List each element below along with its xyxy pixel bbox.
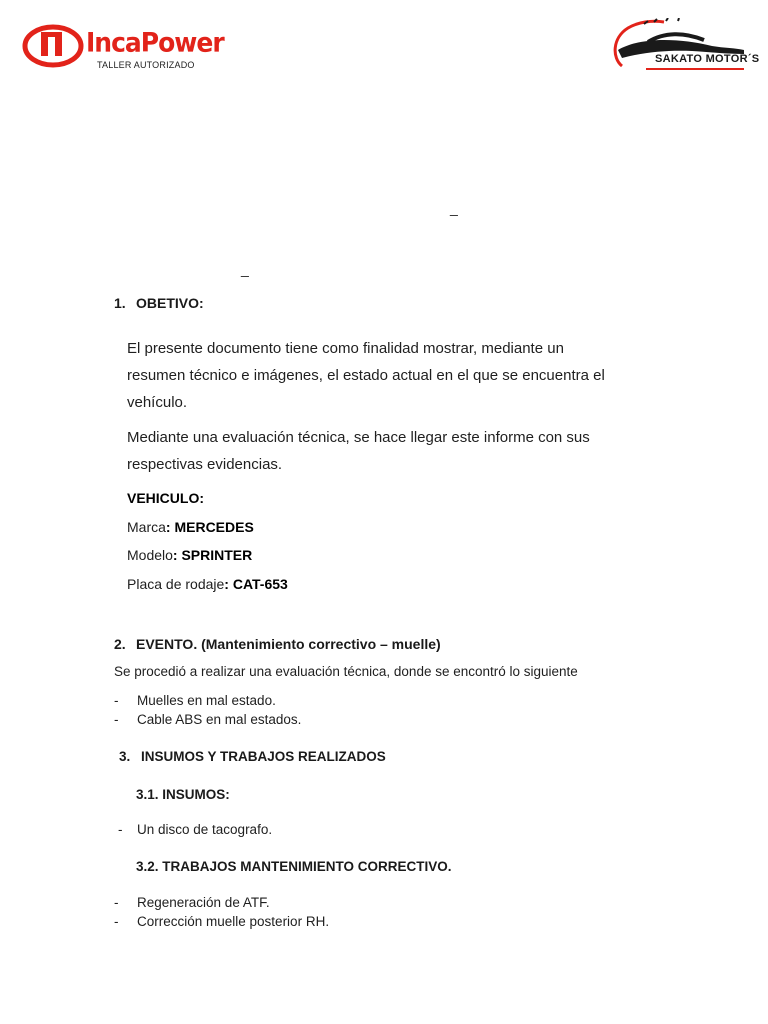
- event-intro: Se procedió a realizar una evaluación técnica, donde se encontró lo siguiente: [114, 664, 578, 679]
- list-item: - Un disco de tacografo.: [118, 822, 273, 837]
- field-label: Modelo: [127, 547, 173, 563]
- list-item: - Cable ABS en mal estados.: [114, 712, 302, 727]
- vehicle-heading: VEHICULO:: [127, 490, 204, 506]
- section-number: 3.: [119, 749, 131, 764]
- paragraph-line: vehículo.: [127, 394, 188, 411]
- objective-paragraph: [127, 335, 707, 416]
- section-title: INSUMOS Y TRABAJOS REALIZADOS: [141, 749, 386, 764]
- evaluation-paragraph: [127, 424, 707, 478]
- sakato-underline: [646, 68, 744, 70]
- section-1-heading: [114, 295, 204, 311]
- section-title: EVENTO. (Mantenimiento correctivo – muelle): [136, 636, 441, 652]
- subsection-3-2-heading: 3.2. TRABAJOS MANTENIMIENTO CORRECTIVO.: [136, 859, 452, 874]
- bullet: -: [114, 712, 119, 727]
- sakato-motors-logo: [608, 18, 760, 78]
- section-number: 2.: [114, 636, 126, 652]
- incapower-emblem-icon: [22, 24, 84, 68]
- bullet: -: [114, 693, 119, 708]
- field-value: : MERCEDES: [165, 519, 254, 535]
- car-silhouette-icon: [608, 18, 748, 74]
- bullet: -: [114, 895, 119, 910]
- paragraph-line: El presente documento tiene como finalidad mostrar, mediante un: [127, 340, 564, 357]
- bullet: -: [114, 914, 119, 929]
- paragraph-line: resumen técnico e imágenes, el estado actual en el que se encuentra el: [127, 367, 605, 384]
- field-value: : SPRINTER: [172, 547, 253, 563]
- subsection-3-1-heading: 3.1. INSUMOS:: [136, 787, 230, 802]
- paragraph-line: respectivas evidencias.: [127, 456, 283, 473]
- dash-mark: _: [241, 261, 249, 277]
- bullet: -: [118, 822, 123, 837]
- paragraph-line: Mediante una evaluación técnica, se hace llegar este informe con sus: [127, 429, 590, 446]
- section-number: 1.: [114, 295, 126, 311]
- dash-mark: _: [450, 200, 458, 216]
- section-2-heading: [114, 636, 441, 652]
- incapower-brand-text: IncaPower: [86, 27, 224, 58]
- section-3-heading: [119, 749, 386, 764]
- vehicle-marca: [127, 519, 254, 535]
- incapower-logo: [22, 22, 222, 74]
- list-item: - Regeneración de ATF.: [114, 895, 270, 910]
- field-label: Marca: [127, 519, 166, 535]
- vehicle-placa: [127, 576, 288, 592]
- section-title: OBETIVO:: [136, 295, 204, 311]
- field-value: : CAT-653: [224, 576, 288, 592]
- sakato-brand-text: SAKATO MOTOR´S: [655, 53, 760, 65]
- field-label: Placa de rodaje: [127, 576, 225, 592]
- incapower-tagline: TALLER AUTORIZADO: [97, 60, 195, 70]
- list-item: - Corrección muelle posterior RH.: [114, 914, 330, 929]
- list-item: - Muelles en mal estado.: [114, 693, 276, 708]
- vehicle-modelo: [127, 547, 252, 563]
